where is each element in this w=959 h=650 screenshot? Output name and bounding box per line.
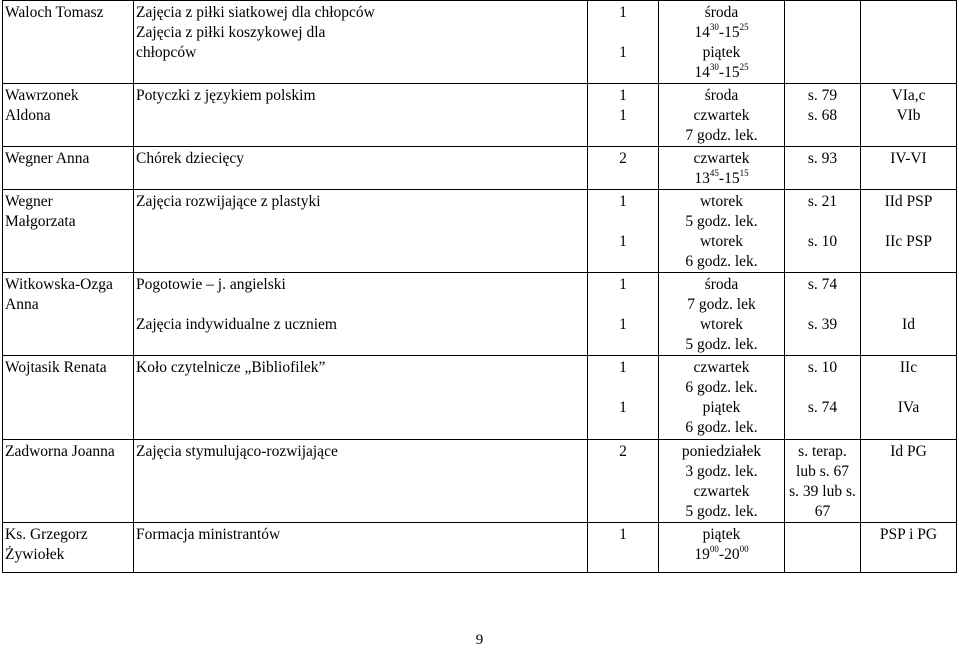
activity-cell: [134, 523, 588, 573]
activity-cell: [134, 440, 588, 523]
table-row: [3, 190, 957, 273]
page-number: 9: [475, 632, 484, 648]
teacher-name: Małgorzata: [5, 213, 76, 230]
hours-count-cell: [588, 273, 659, 356]
time-start-hour: 14: [694, 64, 710, 81]
schedule-cell: [659, 1, 785, 84]
activity-cell: [134, 356, 588, 440]
class-cell: [861, 190, 957, 273]
class-group: [863, 275, 954, 295]
teacher-cell: [3, 273, 134, 356]
schedule-cell: [659, 440, 785, 523]
activities-table: [2, 0, 957, 573]
room-number: lub s. 67: [796, 463, 849, 480]
teacher-cell: [3, 190, 134, 273]
schedule-day: 5 godz. lek.: [685, 503, 758, 520]
activity-name: Formacja ministrantów: [136, 526, 281, 543]
hours-count-cell: [588, 523, 659, 573]
hours-count: 2: [619, 443, 627, 460]
activity-name: Zajęcia stymulująco-rozwijające: [136, 443, 338, 460]
activity-name: [136, 295, 585, 315]
hours-count: [590, 212, 656, 232]
hours-count: [590, 295, 656, 315]
class-group: IV-VI: [890, 150, 927, 167]
time-start-hour: 13: [694, 170, 710, 187]
teacher-name: Witkowska-Ozga: [5, 276, 113, 293]
teacher-name: Ks. Grzegorz: [5, 526, 88, 543]
class-group: [863, 378, 954, 398]
teacher-cell: [3, 356, 134, 440]
schedule-time: $19^{00}-20^{00}$: [694, 543, 749, 563]
table-row: [3, 273, 957, 356]
schedule-day: 3 godz. lek.: [685, 463, 758, 480]
room-number: s. 39: [807, 316, 838, 333]
room-cell: [785, 523, 861, 573]
activity-name: Potyczki z językiem polskim: [136, 87, 316, 104]
room-cell: [785, 273, 861, 356]
time-start-minute: 45: [709, 167, 719, 178]
hours-count: 1: [619, 276, 627, 293]
class-group: IId PSP: [884, 193, 933, 210]
schedule-day: 5 godz. lek.: [685, 213, 758, 230]
room-cell: [785, 440, 861, 523]
class-group: IIc PSP: [885, 233, 932, 250]
hours-count: 1: [619, 526, 627, 543]
room-number: s. terap.: [798, 443, 847, 460]
schedule-day: czwartek: [693, 359, 750, 376]
schedule-cell: [659, 190, 785, 273]
class-group: IVa: [897, 399, 920, 416]
table-row: [3, 523, 957, 573]
schedule-cell: [659, 523, 785, 573]
schedule-day: 7 godz. lek.: [685, 127, 758, 144]
class-group: [863, 212, 954, 232]
time-end-hour: 20: [724, 546, 740, 563]
schedule-day: piątek: [702, 399, 741, 416]
activity-cell: [134, 273, 588, 356]
room-cell: [785, 356, 861, 440]
class-cell: [861, 440, 957, 523]
class-cell: [861, 273, 957, 356]
schedule-day: 6 godz. lek.: [685, 379, 758, 396]
schedule-time: $14^{30}-15^{25}$: [694, 61, 749, 81]
activity-name: Pogotowie – j. angielski: [136, 276, 286, 293]
hours-count-cell: [588, 356, 659, 440]
schedule-day: wtorek: [699, 233, 744, 250]
table-row: [3, 440, 957, 523]
time-start-minute: 30: [709, 21, 719, 32]
room-number: s. 68: [807, 107, 838, 124]
hours-count-cell: [588, 147, 659, 190]
teacher-name: Wegner: [5, 193, 53, 210]
hours-count-cell: [588, 84, 659, 147]
teacher-name: Anna: [5, 296, 39, 313]
schedule-cell: [659, 147, 785, 190]
class-group: Id: [902, 316, 915, 333]
class-group: PSP i PG: [879, 526, 938, 543]
time-end-minute: 25: [739, 21, 749, 32]
activity-cell: [134, 84, 588, 147]
time-end-hour: 15: [724, 24, 740, 41]
teacher-name: Waloch Tomasz: [5, 4, 104, 21]
activity-cell: [134, 147, 588, 190]
activity-name: chłopców: [136, 44, 197, 61]
schedule-day: 5 godz. lek.: [685, 336, 758, 353]
class-cell: [861, 523, 957, 573]
class-group: VIb: [896, 107, 921, 124]
teacher-cell: [3, 440, 134, 523]
hours-count: 1: [619, 87, 627, 104]
room-cell: [785, 190, 861, 273]
time-start-minute: 00: [709, 543, 719, 554]
schedule-time: $14^{30}-15^{25}$: [694, 21, 749, 41]
schedule-cell: [659, 273, 785, 356]
room-number: s. 74: [807, 276, 838, 293]
room-cell: [785, 147, 861, 190]
class-group: VIa,c: [891, 87, 926, 104]
table-row: [3, 84, 957, 147]
teacher-name: Zadworna Joanna: [5, 443, 115, 460]
class-group: Id PG: [890, 443, 927, 460]
schedule-cell: [659, 84, 785, 147]
schedule-day: piątek: [702, 44, 741, 61]
schedule-day: wtorek: [699, 193, 744, 210]
schedule-day: czwartek: [693, 483, 750, 500]
hours-count: 1: [619, 193, 627, 210]
hours-count: 1: [619, 316, 627, 333]
activity-cell: [134, 1, 588, 84]
hours-count: 1: [619, 44, 627, 61]
table-row: [3, 1, 957, 84]
teacher-name: Wawrzonek: [5, 87, 79, 104]
room-cell: [785, 1, 861, 84]
activity-name: Zajęcia rozwijające z plastyki: [136, 193, 321, 210]
hours-count: [590, 23, 656, 43]
activity-name: Koło czytelnicze „Bibliofilek”: [136, 359, 326, 376]
schedule-day: 6 godz. lek.: [685, 253, 758, 270]
schedule-day: piątek: [702, 526, 741, 543]
activity-name: Chórek dziecięcy: [136, 150, 245, 167]
activity-name: Zajęcia indywidualne z uczniem: [136, 316, 337, 333]
time-end-minute: 15: [739, 167, 749, 178]
room-number: s. 74: [807, 399, 838, 416]
table-row: [3, 356, 957, 440]
class-cell: [861, 84, 957, 147]
time-start-minute: 30: [709, 61, 719, 72]
schedule-cell: [659, 356, 785, 440]
teacher-cell: [3, 1, 134, 84]
room-number: [787, 378, 858, 398]
room-number: s. 93: [807, 150, 838, 167]
hours-count-cell: [588, 440, 659, 523]
room-number: s. 10: [807, 233, 838, 250]
teacher-cell: [3, 147, 134, 190]
hours-count: 1: [619, 4, 627, 21]
table-row: [3, 147, 957, 190]
time-end-hour: 15: [724, 170, 740, 187]
schedule-day: czwartek: [693, 150, 750, 167]
schedule-day: czwartek: [693, 107, 750, 124]
class-group: [863, 295, 954, 315]
hours-count-cell: [588, 1, 659, 84]
time-start-hour: 14: [694, 24, 710, 41]
room-number: s. 10: [807, 359, 838, 376]
class-cell: [861, 147, 957, 190]
hours-count: [590, 378, 656, 398]
hours-count: 1: [619, 359, 627, 376]
schedule-day: środa: [704, 276, 739, 293]
time-end-minute: 25: [739, 61, 749, 72]
class-cell: [861, 1, 957, 84]
teacher-cell: [3, 84, 134, 147]
room-number: [787, 295, 858, 315]
teacher-name: Wegner Anna: [5, 150, 90, 167]
room-number: s. 79: [807, 87, 838, 104]
time-start-hour: 19: [694, 546, 710, 563]
schedule-time: $13^{45}-15^{15}$: [694, 167, 749, 187]
room-cell: [785, 84, 861, 147]
teacher-name: Wojtasik Renata: [5, 359, 107, 376]
hours-count: 2: [619, 150, 627, 167]
room-number: s. 21: [807, 193, 838, 210]
time-end-minute: 00: [739, 543, 749, 554]
teacher-name: Żywiołek: [5, 546, 65, 563]
hours-count: 1: [619, 233, 627, 250]
schedule-day: wtorek: [699, 316, 744, 333]
activity-name: Zajęcia z piłki siatkowej dla chłopców: [136, 4, 375, 21]
room-number: s. 39 lub s.: [789, 483, 856, 500]
class-cell: [861, 356, 957, 440]
schedule-day: 7 godz. lek: [687, 296, 756, 313]
room-number: 67: [814, 503, 831, 520]
time-end-hour: 15: [724, 64, 740, 81]
hours-count: 1: [619, 399, 627, 416]
schedule-day: poniedziałek: [681, 443, 762, 460]
schedule-day: środa: [704, 87, 739, 104]
teacher-cell: [3, 523, 134, 573]
teacher-name: Aldona: [5, 107, 51, 124]
hours-count-cell: [588, 190, 659, 273]
room-number: [787, 212, 858, 232]
schedule-day: środa: [704, 4, 739, 21]
class-group: IIc: [899, 359, 918, 376]
activity-cell: [134, 190, 588, 273]
hours-count: 1: [619, 107, 627, 124]
activity-name: Zajęcia z piłki koszykowej dla: [136, 24, 326, 41]
schedule-day: 6 godz. lek.: [685, 419, 758, 436]
